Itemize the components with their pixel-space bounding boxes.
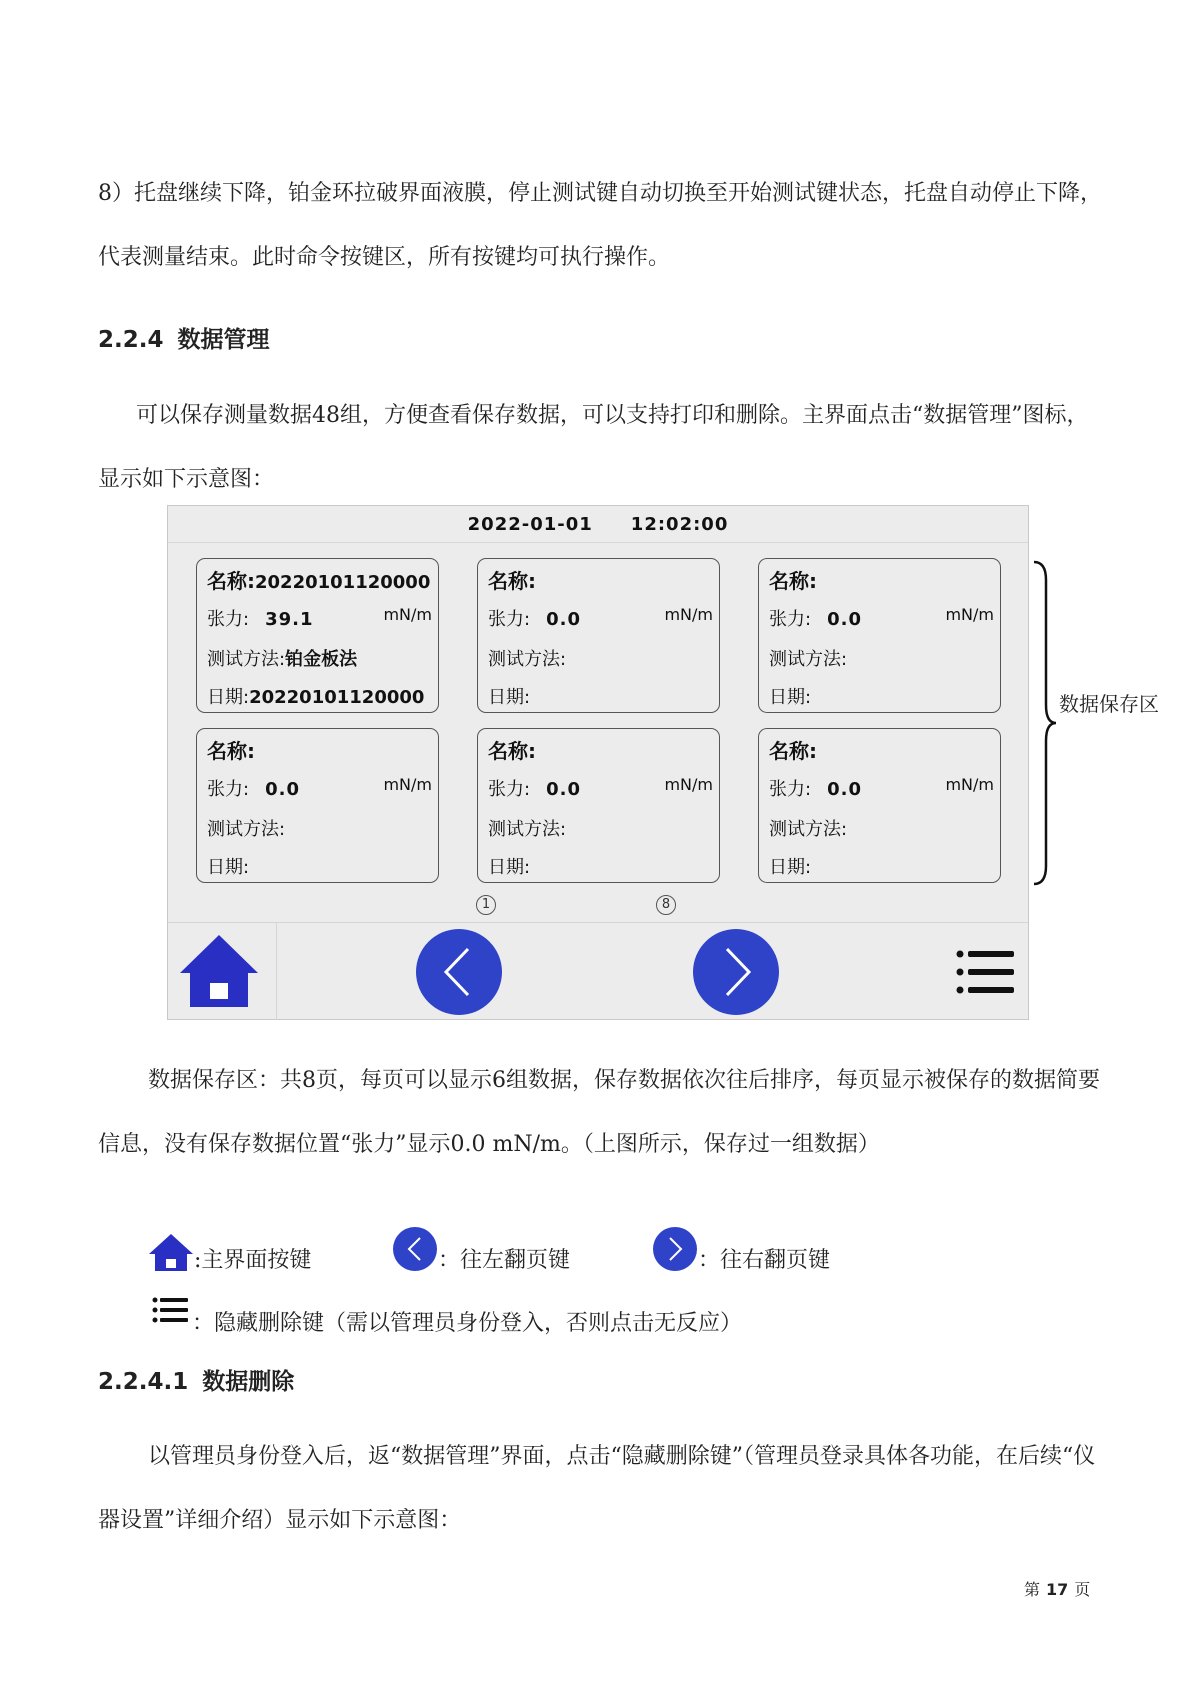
data-card-4[interactable] <box>196 728 439 883</box>
card-date-label: 日期: <box>488 857 531 878</box>
section-number: 2.2.4 <box>98 327 164 353</box>
legend-right-icon <box>652 1226 698 1272</box>
page-footer <box>1024 1577 1090 1600</box>
card-tension-label: 张力: <box>488 609 531 630</box>
data-card-6[interactable] <box>758 728 1001 883</box>
card-tension-value: 0.0 <box>827 609 862 630</box>
card-tension-value: 0.0 <box>265 779 300 800</box>
card-unit: mN/m <box>945 775 994 794</box>
legend-left-text: ：往左翻页键 <box>438 1248 571 1273</box>
data-card-3[interactable] <box>758 558 1001 713</box>
card-unit: mN/m <box>664 605 713 624</box>
card-tension-value: 0.0 <box>546 779 581 800</box>
section-number: 2.2.4.1 <box>98 1369 189 1395</box>
page-first-indicator[interactable]: 1 <box>476 895 496 915</box>
home-button[interactable] <box>178 931 260 1011</box>
card-date-label: 日期: <box>488 687 531 708</box>
card-tension-label: 张力: <box>207 779 250 800</box>
card-tension-value: 0.0 <box>827 779 862 800</box>
card-name-value: 20220101120000 <box>255 572 431 593</box>
card-method-label: 测试方法: <box>769 649 848 670</box>
legend-left-icon <box>392 1226 438 1272</box>
legend-home-icon <box>148 1232 194 1272</box>
card-date-label: 日期: <box>207 687 250 708</box>
card-method-label: 测试方法: <box>488 649 567 670</box>
paragraph-data-intro: 可以保存测量数据48组，方便查看保存数据，可以支持打印和删除。主界面点击“数据管理”图标，显示如下示意图： <box>98 403 1089 492</box>
card-tension-label: 张力: <box>769 779 812 800</box>
toolbar-divider <box>276 923 277 1020</box>
section-title: 数据删除 <box>202 1369 295 1395</box>
screen-time: 12:02:00 <box>630 513 729 535</box>
brace-icon <box>1032 560 1058 886</box>
card-tension-value: 0.0 <box>546 609 581 630</box>
save-area-label: 数据保存区 <box>1059 692 1159 716</box>
data-card-2[interactable] <box>477 558 720 713</box>
card-name-label: 名称: <box>207 739 255 763</box>
card-date-label: 日期: <box>207 857 250 878</box>
legend-menu-icon <box>152 1296 190 1324</box>
card-method-label: 测试方法: <box>769 819 848 840</box>
card-unit: mN/m <box>383 775 432 794</box>
card-tension-value: 39.1 <box>265 609 314 630</box>
section-heading-data-delete <box>98 1363 294 1396</box>
footer-suffix: 页 <box>1074 1580 1091 1599</box>
data-card-5[interactable] <box>477 728 720 883</box>
card-tension-label: 张力: <box>769 609 812 630</box>
data-management-screen <box>167 505 1029 1020</box>
card-date-label: 日期: <box>769 857 812 878</box>
card-unit: mN/m <box>945 605 994 624</box>
card-name-label: 名称: <box>488 739 536 763</box>
paragraph-step8: 8）托盘继续下降，铂金环拉破界面液膜，停止测试键自动切换至开始测试键状态，托盘自动停止下降，代表测量结束。此时命令按键区，所有按键均可执行操作。 <box>98 181 1103 270</box>
page-number: 17 <box>1046 1580 1069 1599</box>
paragraph-delete: 以管理员身份登入后，返“数据管理”界面，点击“隐藏删除键”（管理员登录具体各功能，在后续“仪器设置”详细介绍）显示如下示意图： <box>98 1444 1096 1533</box>
chevron-left-icon <box>416 929 502 1015</box>
command-toolbar <box>168 922 1028 1020</box>
section-heading-data-management <box>98 321 270 354</box>
menu-icon <box>956 949 1016 995</box>
card-method-label: 测试方法: <box>488 819 567 840</box>
card-method-label: 测试方法: <box>207 649 286 670</box>
footer-prefix: 第 <box>1024 1580 1041 1599</box>
clock-bar <box>168 506 1028 543</box>
card-name-label: 名称: <box>488 569 536 593</box>
page-last-indicator[interactable]: 8 <box>656 895 676 915</box>
legend-right-text: ：往右翻页键 <box>698 1248 831 1273</box>
data-card-1[interactable] <box>196 558 439 713</box>
card-name-label: 名称: <box>769 569 817 593</box>
section-title: 数据管理 <box>177 327 270 353</box>
card-method-label: 测试方法: <box>207 819 286 840</box>
page-left-button[interactable] <box>416 929 502 1015</box>
card-tension-label: 张力: <box>488 779 531 800</box>
card-name-label: 名称: <box>769 739 817 763</box>
page-indicator <box>476 895 676 915</box>
card-tension-label: 张力: <box>207 609 250 630</box>
card-date-label: 日期: <box>769 687 812 708</box>
card-method-value: 铂金板法 <box>285 649 358 670</box>
card-name-label: 名称: <box>207 569 255 593</box>
chevron-right-icon <box>693 929 779 1015</box>
card-unit: mN/m <box>383 605 432 624</box>
card-unit: mN/m <box>664 775 713 794</box>
paragraph-save-area: 数据保存区：共8页，每页可以显示6组数据，保存数据依次往后排序，每页显示被保存的数据简要信息，没有保存数据位置“张力”显示0.0 mN/m。（上图所示，保存过一组数据） <box>98 1068 1100 1157</box>
card-date-value: 20220101120000 <box>249 687 425 708</box>
home-icon <box>178 931 260 1011</box>
screen-date: 2022-01-01 <box>467 513 593 535</box>
hidden-delete-button[interactable] <box>956 949 1016 995</box>
page-right-button[interactable] <box>693 929 779 1015</box>
legend-menu-text: ：隐藏删除键（需以管理员身份登入，否则点击无反应） <box>192 1311 743 1336</box>
legend-home-text: :主界面按键 <box>194 1248 312 1273</box>
